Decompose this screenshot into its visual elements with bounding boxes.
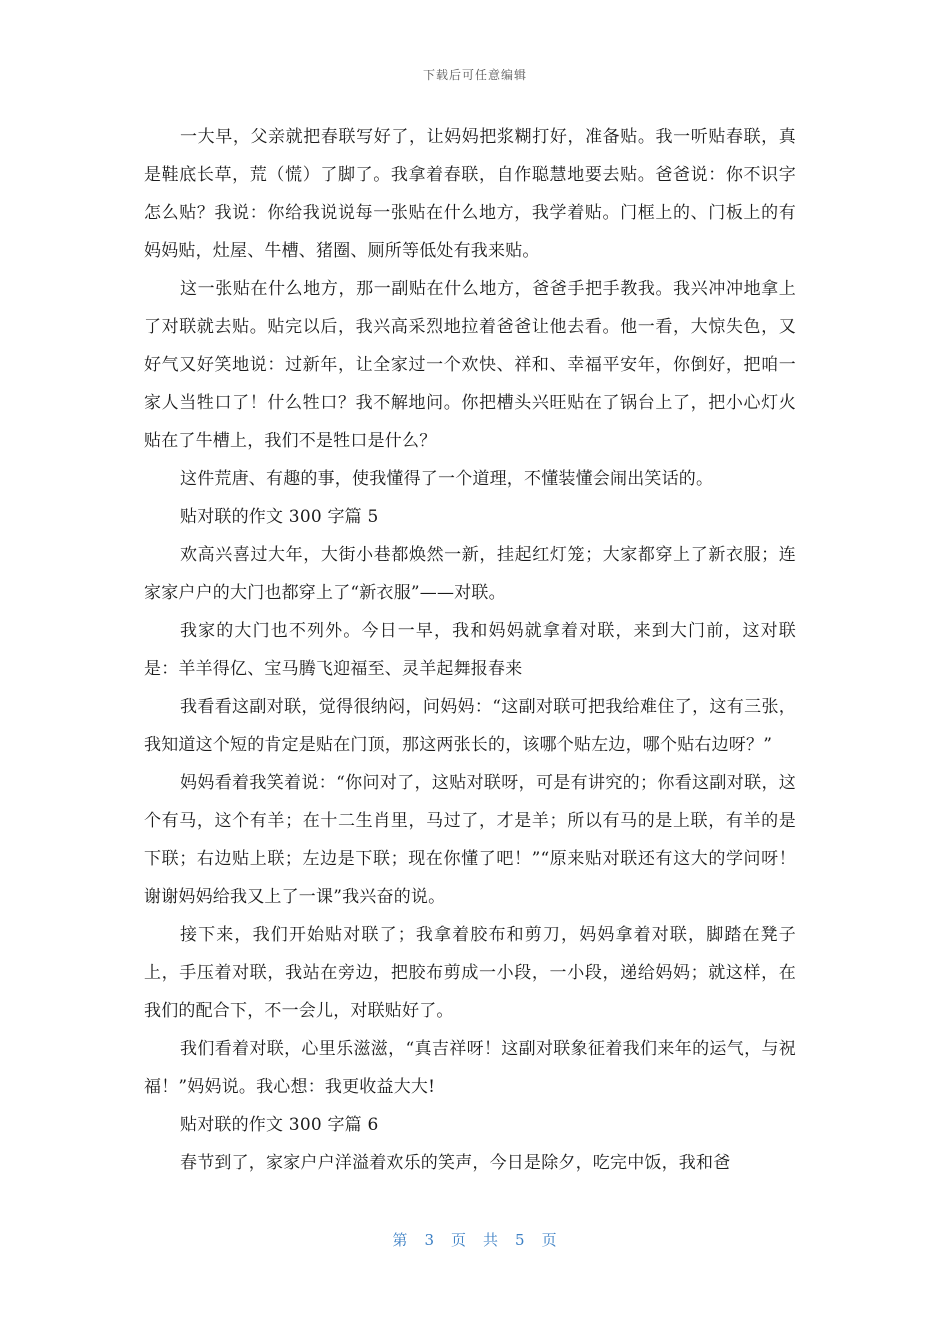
footer-label-page: 第 xyxy=(392,1231,409,1249)
paragraph-9: 我们看着对联，心里乐滋滋，“真吉祥呀！这副对联象征着我们来年的运气，与祝福！”妈妈说。我心想：我更收益大大! xyxy=(144,1039,796,1097)
paragraph-3: 这件荒唐、有趣的事，使我懂得了一个道理，不懂装懂会闹出笑话的。 xyxy=(180,469,714,489)
footer-current-page: 3 xyxy=(424,1231,435,1249)
section-heading-6: 贴对联的作文 300 字篇 6 xyxy=(180,1115,379,1135)
paragraph-8: 接下来，我们开始贴对联了；我拿着胶布和剪刀，妈妈拿着对联，脚踏在凳子上，手压着对联，我站在旁边，把胶布剪成一小段，一小段，递给妈妈；就这样，在我们的配合下，不一会儿，对联贴好了。 xyxy=(144,925,796,1021)
paragraph-1: 一大早，父亲就把春联写好了，让妈妈把浆糊打好，准备贴。我一听贴春联，真是鞋底长草，荒（慌）了脚了。我拿着春联，自作聪慧地要去贴。爸爸说：你不识字怎么贴？我说：你给我说说每一张贴在什么地方，我学着贴。门框上的、门板上的有妈妈贴，灶屋、牛槽、猪圈、厕所等低处有我来贴。 xyxy=(144,127,796,261)
paragraph-5: 我家的大门也不列外。今日一早，我和妈妈就拿着对联，来到大门前，这对联是：羊羊得亿、宝马腾飞迎福至、灵羊起舞报春来 xyxy=(144,621,796,679)
page-footer xyxy=(0,1229,950,1250)
footer-label-of: 页 xyxy=(450,1231,467,1249)
section-heading-5: 贴对联的作文 300 字篇 5 xyxy=(180,507,379,527)
paragraph-6: 我看看这副对联，觉得很纳闷，问妈妈：“这副对联可把我给难住了，这有三张，我知道这个短的肯定是贴在门顶，那这两张长的，该哪个贴左边，哪个贴右边呀？” xyxy=(144,697,796,755)
paragraph-7: 妈妈看着我笑着说：“你问对了，这贴对联呀，可是有讲究的；你看这副对联，这个有马，这个有羊；在十二生肖里，马过了，才是羊；所以有马的是上联，有羊的是下联；右边贴上联；左边是下联；现在你懂了吧！”“原来贴对联还有这大的学问呀！谢谢妈妈给我又上了一课”我兴奋的说。 xyxy=(144,773,796,907)
page-header: 下载后可任意编辑 xyxy=(422,68,527,82)
footer-total-pages: 5 xyxy=(515,1231,526,1249)
footer-label-total: 共 xyxy=(483,1231,500,1249)
paragraph-2: 这一张贴在什么地方，那一副贴在什么地方，爸爸手把手教我。我兴冲冲地拿上了对联就去贴。贴完以后，我兴高采烈地拉着爸爸让他去看。他一看，大惊失色，又好气又好笑地说：过新年，让全家过一个欢快、祥和、幸福平安年，你倒好，把咱一家人当牲口了！什么牲口？我不解地问。你把槽头兴旺贴在了锅台上了，把小心灯火贴在了牛槽上，我们不是牲口是什么？ xyxy=(144,279,796,451)
paragraph-10: 春节到了，家家户户洋溢着欢乐的笑声，今日是除夕，吃完中饭，我和爸 xyxy=(180,1153,731,1173)
footer-label-end: 页 xyxy=(541,1231,558,1249)
document-body xyxy=(144,118,796,1182)
paragraph-4: 欢高兴喜过大年，大街小巷都焕然一新，挂起红灯笼；大家都穿上了新衣服；连家家户户的大门也都穿上了“新衣服”——对联。 xyxy=(144,545,796,603)
